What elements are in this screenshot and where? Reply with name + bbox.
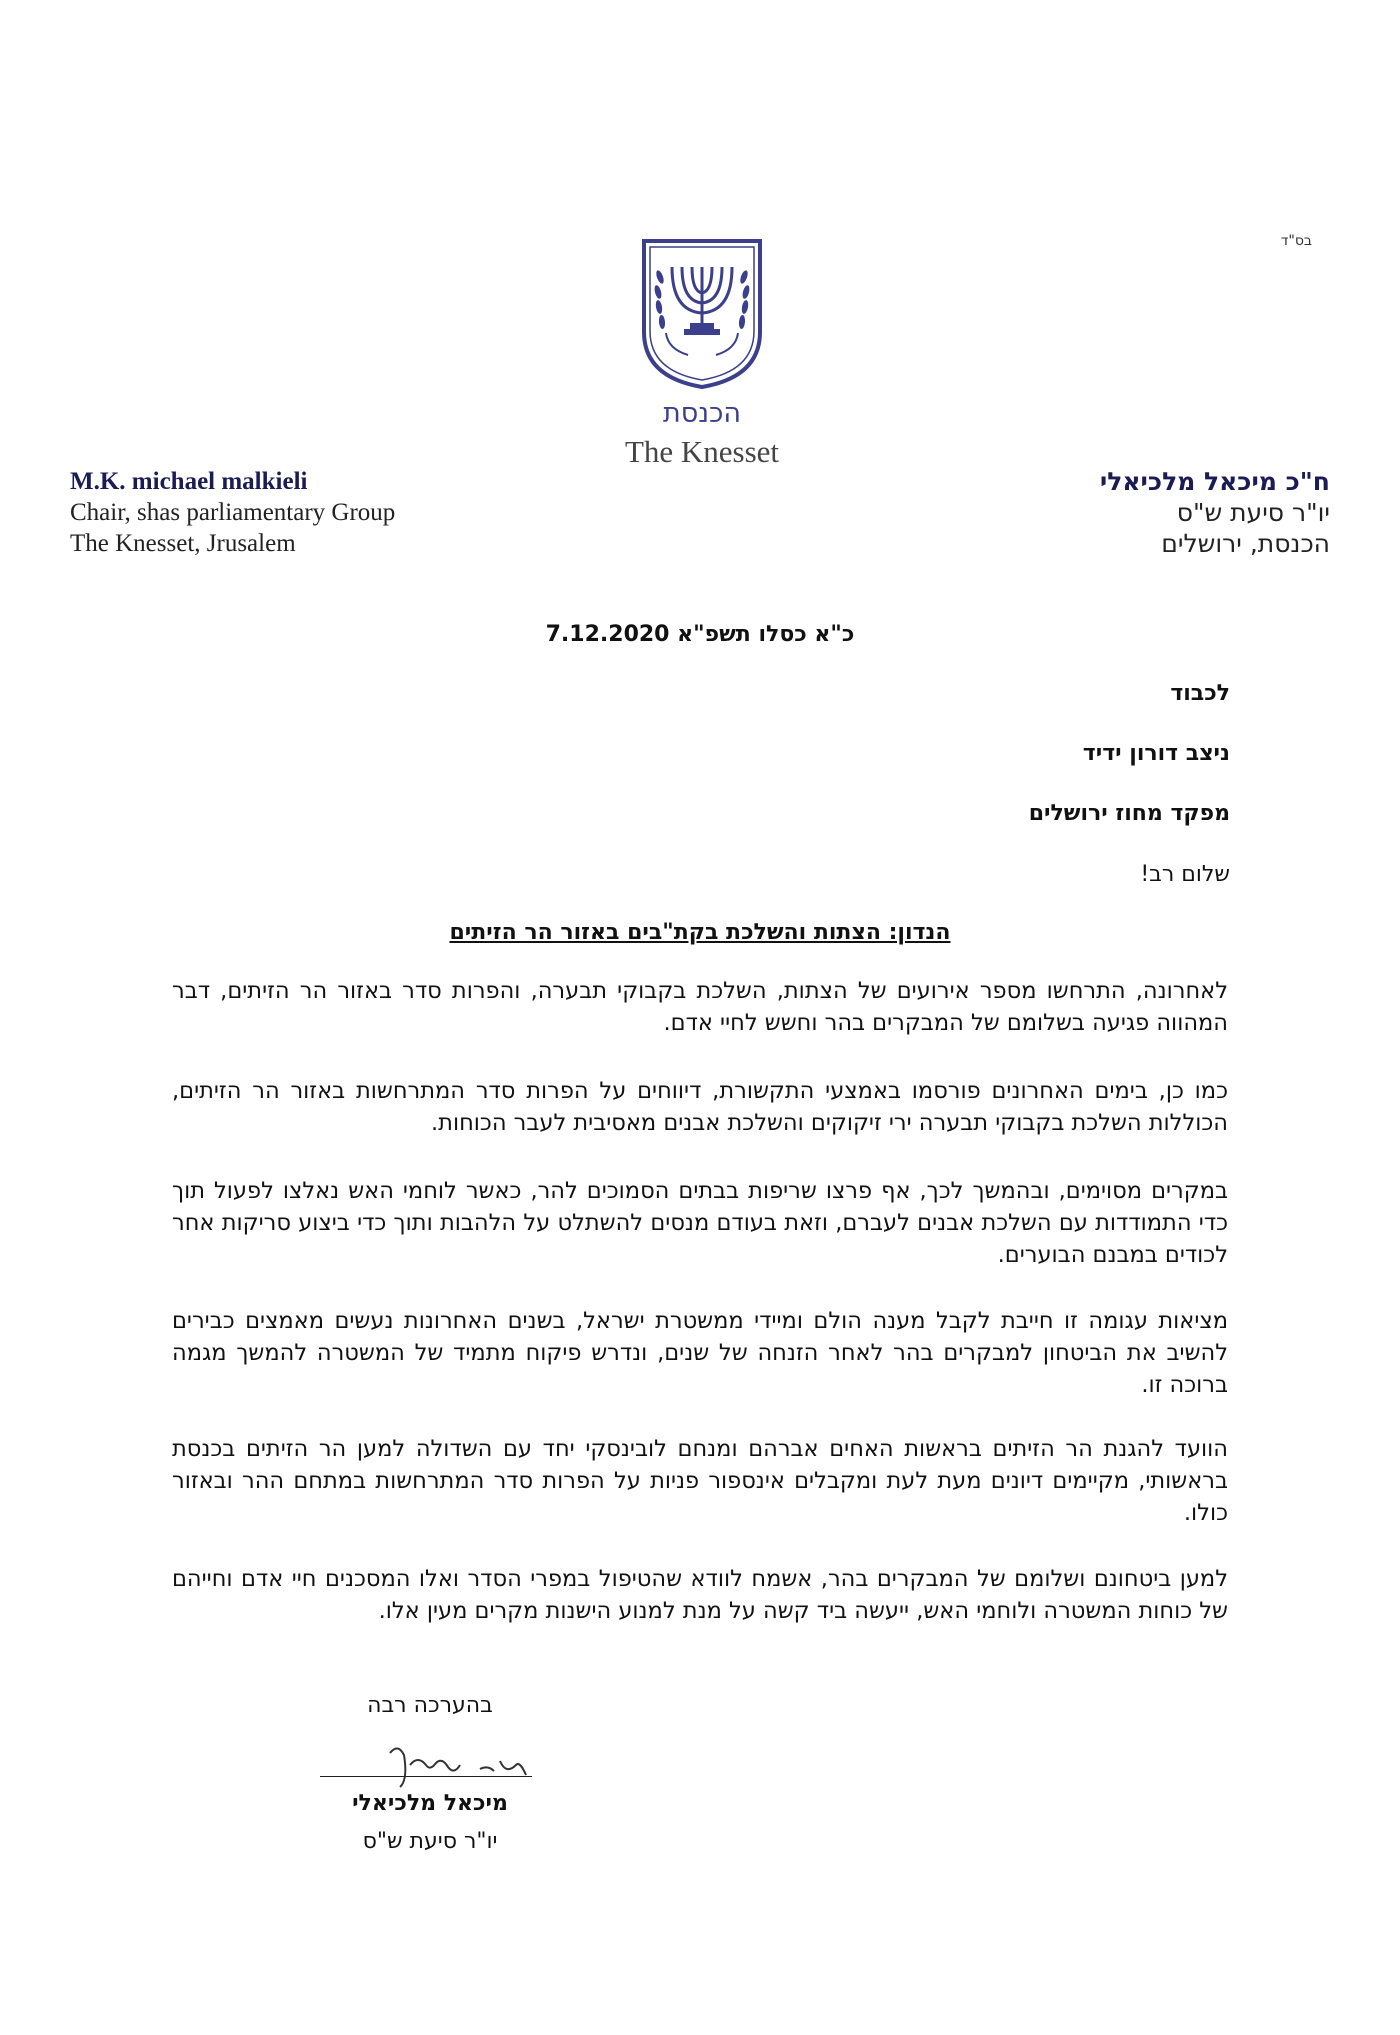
body-paragraph: כמו כן, בימים האחרונים פורסמו באמצעי התקשורת, דיווחים על הפרות סדר המתרחשות באזור הר הזיתים, הכוללות השלכת בקבוקי תבערה ירי זיקוקים והשלכת אבנים מאסיבית לעבר הכוחות. [172,1078,1228,1136]
greeting: שלום רב! [1140,862,1230,887]
sender-name-he: ח"כ מיכאל מלכיאלי [1099,467,1330,496]
closing-phrase: בהערכה רבה [367,1693,493,1718]
body-paragraph: במקרים מסוימים, ובהמשך לכך, אף פרצו שריפות בבתים הסמוכים להר, כאשר לוחמי האש נאלצו לפעול תוך כדי התמודדות עם השלכת אבנים לעברם, וזאת בעודם מנסים להשתלט על הלהבות ותוך כדי ביצוע סריקות אחר לכודים במבנם הבוערים. [172,1178,1228,1268]
sender-title-en: Chair, shas parliamentary Group [70,499,396,526]
subject-line: הנדון: הצתות והשלכת בקת"בים באזור הר הזיתים [449,920,951,945]
corner-mark: בס"ד [1280,233,1312,249]
body-paragraph: הוועד להגנת הר הזיתים בראשות האחים אברהם ומנחם לובינסקי יחד עם השדולה למען הר הזיתים בכנסת בראשותי, מקיימים דיונים מעת לעת ומקבלים אינספור פניות על הפרות סדר המתרחשות במתחם ההר ובאזור כולו. [172,1436,1228,1526]
body-paragraph: לאחרונה, התרחשו מספר אירועים של הצתות, השלכת בקבוקי תבערה, והפרות סדר באזור הר הזיתים, דבר המהווה פגיעה בשלומם של המבקרים בהר וחשש לחיי אדם. [172,978,1228,1036]
sender-address-en: The Knesset, Jrusalem [70,530,296,557]
emblem-caption-english: The Knesset [624,434,780,469]
body-paragraph: למען ביטחונם ושלומם של המבקרים בהר, אשמח לוודא שהטיפול במפרי הסדר ואלו המסכנים חיי אדם וחייהם של כוחות המשטרה ולוחמי האש, ייעשה ביד קשה על מנת למנוע הישנות מקרים מעין אלו. [172,1566,1228,1624]
sender-address-he: הכנסת, ירושלים [1161,529,1330,558]
sender-name-en: M.K. michael malkieli [70,468,308,495]
sender-hebrew-block [1100,466,1330,559]
recipient-name: ניצב דורון ידיד [1082,741,1230,766]
letter-date: כ"א כסלו תשפ"א 7.12.2020 [545,622,855,647]
sender-title-he: יו"ר סיעת ש"ס [1176,498,1330,527]
recipient-salutation: לכבוד [1170,681,1230,706]
signer-name: מיכאל מלכיאלי [352,1791,508,1816]
recipient-role: מפקד מחוז ירושלים [1028,801,1230,826]
body-paragraph: מציאות עגומה זו חייבת לקבל מענה הולם ומיידי ממשטרת ישראל, בשנים האחרונות נעשים מאמצים כבירים להשיב את הביטחון למבקרים בהר לאחר הזנחה של שנים, ונדרש פיקוח מתמיד של המשטרה להמשך מגמה ברוכה זו. [172,1308,1228,1398]
knesset-menorah-emblem-icon [638,237,766,390]
signature-line [320,1776,532,1777]
emblem-caption-hebrew: הכנסת [663,398,741,429]
signer-role: יו"ר סיעת ש"ס [362,1829,498,1854]
sender-english-block [70,466,395,559]
